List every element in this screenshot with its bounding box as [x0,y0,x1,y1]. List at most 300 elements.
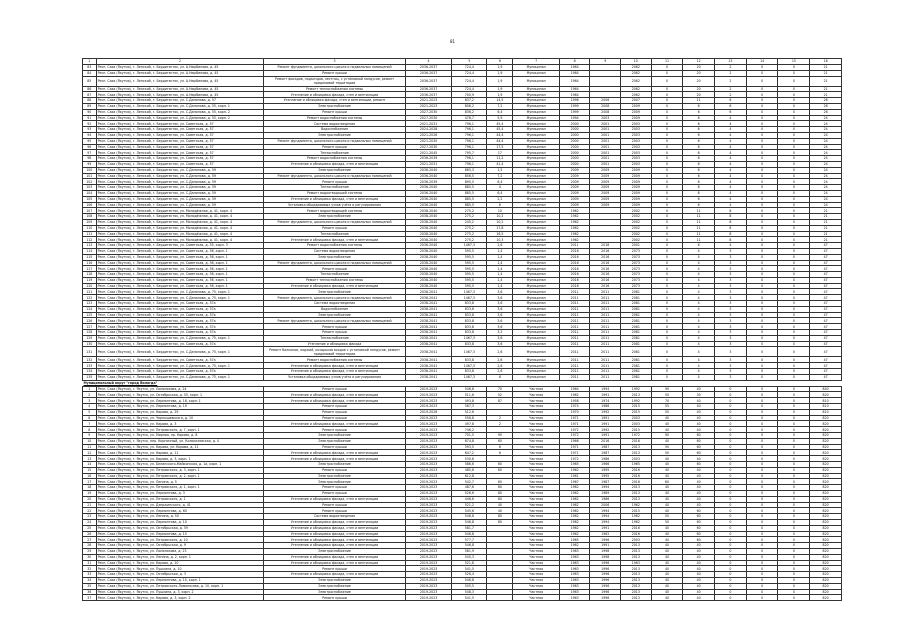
ownership-cell: Частная [513,560,559,566]
ownership-cell: Муниципал [513,156,559,162]
year-next-cell: 2016 [621,438,652,444]
col-12-cell: 6 [683,150,715,156]
address-cell: Респ. Саха (Якутия), г. Якутск, ул. Чернышевского, д. 10 [96,415,264,421]
year-next-cell: 2003 [621,421,652,427]
col-12-cell: 4 [683,266,715,272]
period-cell: 2019-2023 [405,583,451,589]
area-cell: 485,6 [452,467,487,473]
col-11-cell: 70 [651,398,683,404]
col-14-cell: 0 [746,98,778,104]
year-repair-cell: 2011 [590,295,621,301]
period-cell: 2019-2023 [405,508,451,514]
work-type-cell: Электроснабжение [264,132,406,138]
column-header: 14 [746,59,778,65]
col-16-cell: 21 [810,214,842,220]
year-next-cell: 1962 [621,519,652,525]
ownership-cell: Частная [513,450,559,456]
area-cell: 833,8 [452,312,487,318]
year-repair-cell: 1991 [590,525,621,531]
area-cell: 581,9 [452,548,487,554]
cost-cell: 6 [487,444,513,450]
col-15-cell: 0 [778,438,810,444]
col-16-cell: 47 [810,341,842,347]
year-next-cell: 2002 [621,214,652,220]
year-built-cell: 2000 [559,144,590,150]
col-13-cell: 6 [715,109,747,115]
col-14-cell: 0 [746,450,778,456]
year-built-cell: 2009 [559,202,590,208]
col-13-cell: 4 [715,121,747,127]
year-next-cell: 2073 [621,260,652,266]
col-16-cell: 47 [810,318,842,324]
year-next-cell: 1962 [621,514,652,520]
row-number-cell: 105 [83,196,97,202]
col-16-cell: 21 [810,70,842,76]
column-header: 5 [452,59,487,65]
col-14-cell: 0 [746,409,778,415]
year-built-cell: 2011 [559,357,590,363]
address-cell: Респ. Саха (Якутия), г. Ленский, г. Бердигестях, ул. С.Данилова, д. 55, корп. 2 [96,115,264,121]
row-number-cell: 25 [83,525,97,531]
table-row [83,347,842,357]
year-built-cell: 1962 [559,514,590,520]
col-12-cell: 60 [683,462,715,468]
col-14-cell: 0 [746,115,778,121]
col-11-cell: 0 [651,185,683,191]
ownership-cell: Муниципал [513,260,559,266]
col-14-cell: 0 [746,398,778,404]
col-12-cell: 40 [683,490,715,496]
year-built-cell: 1962 [559,490,590,496]
area-cell: 1467,3 [452,347,487,357]
year-repair-cell [590,76,621,86]
period-cell: 2019-2023 [405,548,451,554]
area-cell: 833,8 [452,330,487,336]
year-built-cell: 2011 [559,312,590,318]
work-type-cell: Утепление и облицовка фасада, стен и вентиляции [264,92,406,98]
col-16-cell: 24 [810,138,842,144]
col-16-cell: 24 [810,156,842,162]
col-11-cell: 0 [651,225,683,231]
row-number-cell: 21 [83,502,97,508]
ownership-cell: Муниципал [513,98,559,104]
col-12-cell: 40 [683,566,715,572]
ownership-cell: Муниципал [513,289,559,295]
year-next-cell: 2013 [621,450,652,456]
row-number-cell: 119 [83,277,97,283]
work-type-cell: Ремонт крыши [264,409,406,415]
col-14-cell: 0 [746,537,778,543]
col-13-cell: 4 [715,150,747,156]
work-type-cell: Ремонт крыши [264,502,406,508]
col-12-cell: 20 [683,65,715,71]
col-14-cell: 0 [746,467,778,473]
col-14-cell: 0 [746,144,778,150]
period-cell: 2019-2023 [405,502,451,508]
col-15-cell: 0 [778,554,810,560]
area-cell: 724,4 [452,86,487,92]
year-built-cell: 2000 [559,161,590,167]
col-12-cell: 4 [683,306,715,312]
col-14-cell: 0 [746,479,778,485]
cost-cell: 1,4 [487,272,513,278]
col-13-cell: 4 [715,185,747,191]
period-cell: 2038-2041 [405,330,451,336]
col-12-cell: 4 [683,369,715,375]
year-repair-cell: 2006 [590,502,621,508]
col-13-cell: 4 [715,190,747,196]
col-15-cell: 0 [778,374,810,380]
col-11-cell: 0 [651,363,683,369]
year-repair-cell: 2011 [590,335,621,341]
period-cell: 2019-2023 [405,433,451,439]
row-number-cell: 26 [83,531,97,537]
address-cell: Респ. Саха (Якутия), г. Якутск, ул. Петровского-Ломоносова, д. 10, корп. 1 [96,583,264,589]
area-cell: 526,6 [452,490,487,496]
work-type-cell: Электроснабжение [264,479,406,485]
col-14-cell: 0 [746,589,778,595]
col-11-cell: 0 [651,312,683,318]
year-built-cell: 2000 [559,132,590,138]
col-11-cell: 40 [651,415,683,421]
year-next-cell: 2003 [621,144,652,150]
year-next-cell: 2013 [621,444,652,450]
year-repair-cell: 2009 [590,167,621,173]
col-11-cell: 40 [651,566,683,572]
col-13-cell: 3 [715,374,747,380]
col-13-cell: 3 [715,330,747,336]
work-type-cell: Утепление и облицовка фасада, стен и вентиляции, ремонт [264,98,406,104]
period-cell: 2036-2037 [405,76,451,86]
work-type-cell: Ремонт теплоснабжения системы [264,86,406,92]
year-repair-cell: 2011 [590,318,621,324]
year-built-cell: 1963 [559,589,590,595]
year-repair-cell: 2018 [590,243,621,249]
col-13-cell: 2 [715,70,747,76]
year-next-cell: 2081 [621,301,652,307]
year-built-cell: 2016 [559,254,590,260]
period-cell: 2038-2040 [405,248,451,254]
ownership-cell: Частная [513,572,559,578]
col-16-cell: 26 [810,103,842,109]
column-header: 3 [264,59,406,65]
work-type-cell: Электроснабжение [264,438,406,444]
col-11-cell: 0 [651,98,683,104]
row-number-cell: 98 [83,156,97,162]
year-repair-cell: 2001 [590,138,621,144]
row-number-cell: 27 [83,537,97,543]
col-13-cell: 8 [715,214,747,220]
col-16-cell: 21 [810,76,842,86]
col-16-cell: 21 [810,208,842,214]
period-cell: 2019-2023 [405,444,451,450]
address-cell: Респ. Саха (Якутия), г. Ленский, г. Бердигестях, ул. С.Данилова, д. 59 [96,173,264,179]
ownership-cell: Муниципал [513,76,559,86]
year-next-cell: 2002 [621,219,652,225]
year-next-cell: 2081 [621,347,652,357]
col-11-cell: 0 [651,156,683,162]
col-16-cell: 820 [810,502,842,508]
address-cell: Респ. Саха (Якутия), г. Ленский, г. Бердигестях, ул. С.Данилова, д. 55, корп. 2 [96,109,264,115]
year-repair-cell: 2011 [590,357,621,363]
period-cell: 2038-2041 [405,341,451,347]
col-11-cell: 55 [651,404,683,410]
year-next-cell: 2009 [621,109,652,115]
period-cell: 2019-2023 [405,427,451,433]
col-12-cell: 6 [683,167,715,173]
col-12-cell: 6 [683,179,715,185]
year-built-cell: 2009 [559,190,590,196]
address-cell: Респ. Саха (Якутия), г. Ленский, г. Бердигестях, ул. Молодёжная, д. 41, корп. 4 [96,214,264,220]
col-11-cell: 0 [651,92,683,98]
period-cell: 2021-2031 [405,161,451,167]
row-number-cell: 122 [83,295,97,301]
work-type-cell: Утепление и облицовка фасада, стен и вентиляции [264,398,406,404]
year-repair-cell: 2011 [590,289,621,295]
area-cell: 545,6 [452,508,487,514]
period-cell: 2038-2040 [405,260,451,266]
period-cell: 2038-2040 [405,272,451,278]
row-number-cell: 100 [83,167,97,173]
period-cell: 2036-2037 [405,65,451,71]
col-16-cell: 820 [810,473,842,479]
col-14-cell: 0 [746,167,778,173]
work-type-cell: Ремонт крыши [264,485,406,491]
cost-cell: 2,6 [487,347,513,357]
ownership-cell: Муниципал [513,202,559,208]
year-repair-cell: 2001 [590,132,621,138]
col-11-cell: 40 [651,554,683,560]
work-type-cell: Утепление и облицовка фасада, стен и вентиляции [264,572,406,578]
row-number-cell: 89 [83,103,97,109]
col-15-cell: 0 [778,473,810,479]
col-13-cell: 0 [715,485,747,491]
col-12-cell: 6 [683,185,715,191]
address-cell: Респ. Саха (Якутия), г. Ленский, г. Бердигестях, ул. А.Нюрбинова, д. 45 [96,65,264,71]
col-15-cell: 0 [778,248,810,254]
col-13-cell: 0 [715,421,747,427]
row-number-cell: 131 [83,347,97,357]
row-number-cell: 128 [83,330,97,336]
cost-cell: 1,4 [487,283,513,289]
address-cell: Респ. Саха (Якутия), г. Якутск, ул. Петровского, д. 1 [96,496,264,502]
address-cell: Респ. Саха (Якутия), г. Якутск, ул. Пушкина, д. 10 [96,566,264,572]
cost-cell: 80 [487,519,513,525]
ownership-cell: Муниципал [513,225,559,231]
col-12-cell: 40 [683,404,715,410]
cost-cell: 17 [487,150,513,156]
area-cell: 476,7 [452,115,487,121]
ownership-cell: Муниципал [513,277,559,283]
year-built-cell: 1996 [559,98,590,104]
row-number-cell: 83 [83,65,97,71]
col-16-cell: 820 [810,490,842,496]
year-built-cell: 2009 [559,173,590,179]
col-13-cell: 0 [715,467,747,473]
year-built-cell: 1962 [559,519,590,525]
col-13-cell: 4 [715,132,747,138]
year-built-cell: 1966 [559,438,590,444]
address-cell: Респ. Саха (Якутия), г. Ленский, г. Бердигестях, ул. Молодёжная, д. 41, корп. 4 [96,237,264,243]
col-14-cell: 0 [746,335,778,341]
col-14-cell: 0 [746,121,778,127]
col-13-cell: 3 [715,312,747,318]
col-15-cell: 0 [778,386,810,392]
col-11-cell: 0 [651,248,683,254]
col-13-cell: 8 [715,219,747,225]
year-next-cell: 2081 [621,369,652,375]
year-next-cell: 1965 [621,462,652,468]
address-cell: Респ. Саха (Якутия), г. Якутск, ул. Петровского, д. 2, корп. 1 [96,473,264,479]
address-cell: Респ. Саха (Якутия), г. Ленский, г. Бердигестях, ул. А.Нюрбинова, д. 45 [96,92,264,98]
ownership-cell: Муниципал [513,173,559,179]
year-next-cell: 2003 [621,121,652,127]
year-repair-cell: 1986 [590,456,621,462]
row-number-cell: 19 [83,490,97,496]
col-16-cell: 820 [810,508,842,514]
area-cell: 833,8 [452,357,487,363]
col-16-cell: 820 [810,537,842,543]
address-cell: Респ. Саха (Якутия), г. Якутск, ул. Ленина, д. 50 [96,514,264,520]
col-14-cell: 0 [746,363,778,369]
col-16-cell: 21 [810,225,842,231]
col-14-cell: 0 [746,132,778,138]
work-type-cell: Утепление и облицовка фасада, стен и вентиляции [264,237,406,243]
year-built-cell: 1962 [559,214,590,220]
col-15-cell: 0 [778,404,810,410]
col-11-cell: 0 [651,289,683,295]
col-15-cell: 0 [778,409,810,415]
col-14-cell: 0 [746,572,778,578]
col-13-cell: 4 [715,243,747,249]
cost-cell: 7,2 [487,103,513,109]
year-next-cell: 2073 [621,277,652,283]
address-cell: Респ. Саха (Якутия), г. Якутск, ул. Петровского, д. 10 [96,537,264,543]
col-16-cell: 820 [810,462,842,468]
col-14-cell: 0 [746,485,778,491]
col-13-cell: 3 [715,295,747,301]
year-repair-cell: 2011 [590,301,621,307]
address-cell: Респ. Саха (Якутия), г. Ленский, г. Бердигестях, ул. Советская, д. 57 [96,161,264,167]
col-14-cell: 0 [746,392,778,398]
col-15-cell: 0 [778,138,810,144]
col-11-cell: 0 [651,237,683,243]
ownership-cell: Муниципал [513,190,559,196]
ownership-cell: Муниципал [513,138,559,144]
cost-cell: 1,9 [487,76,513,86]
year-built-cell: 1971 [559,444,590,450]
ownership-cell: Муниципал [513,121,559,127]
ownership-cell: Частная [513,398,559,404]
row-number-cell: 10 [83,438,97,444]
year-built-cell: 2011 [559,363,590,369]
area-cell: 746,2 [452,427,487,433]
area-cell: 836,2 [452,109,487,115]
col-16-cell: 820 [810,433,842,439]
year-built-cell: 2000 [559,156,590,162]
col-13-cell: 4 [715,161,747,167]
area-cell: 546,8 [452,577,487,583]
cost-cell: 60 [487,479,513,485]
work-type-cell: Ремонт фундамента, цокольного цоколя и подвальных помещений [264,260,406,266]
year-next-cell: 1992 [621,398,652,404]
address-cell: Респ. Саха (Якутия), г. Якутск, ул. Кирова, д. 10 [96,560,264,566]
row-number-cell: 7 [83,421,97,427]
period-cell: 2019-2023 [405,589,451,595]
ownership-cell: Муниципал [513,70,559,76]
year-next-cell: 2003 [621,150,652,156]
col-13-cell: 0 [715,427,747,433]
address-cell: Респ. Саха (Якутия), г. Якутск, ул. Дзержинского, д. 41 [96,502,264,508]
year-repair-cell: 1982 [590,531,621,537]
col-15-cell: 0 [778,254,810,260]
ownership-cell: Частная [513,490,559,496]
work-type-cell: Теплоснабжение [264,272,406,278]
col-16-cell: 820 [810,427,842,433]
col-13-cell: 3 [715,272,747,278]
col-13-cell: 3 [715,369,747,375]
col-16-cell: 820 [810,548,842,554]
row-number-cell: 30 [83,554,97,560]
work-type-cell: Ремонт фасадов, подъездов, лестниц, с установкой пандусов, ремонт придомовой территории [264,76,406,86]
period-cell: 2036-2040 [405,167,451,173]
col-13-cell: 4 [715,115,747,121]
year-next-cell: 2002 [621,208,652,214]
row-number-cell: 18 [83,485,97,491]
period-cell: 2038-2040 [405,277,451,283]
col-14-cell: 0 [746,225,778,231]
column-header: 7 [513,59,559,65]
col-14-cell: 0 [746,519,778,525]
col-14-cell: 0 [746,502,778,508]
ownership-cell: Частная [513,444,559,450]
col-13-cell: 2 [715,92,747,98]
col-13-cell: 3 [715,289,747,295]
col-11-cell: 40 [651,427,683,433]
year-repair-cell: 1994 [590,519,621,525]
col-16-cell: 47 [810,266,842,272]
col-15-cell: 0 [778,214,810,220]
col-11-cell: 0 [651,254,683,260]
address-cell: Респ. Саха (Якутия), г. Якутск, ул. Лермонтова, д. 60 [96,508,264,514]
col-16-cell: 24 [810,115,842,121]
cost-cell: 1,4 [487,277,513,283]
cost-cell: 44,4 [487,138,513,144]
cost-cell: 1,4 [487,254,513,260]
col-16-cell: 820 [810,525,842,531]
col-11-cell: 40 [651,583,683,589]
cost-cell: 3,6 [487,295,513,301]
row-number-cell: 121 [83,289,97,295]
address-cell: Респ. Саха (Якутия), г. Ленский, г. Бердигестях, ул. С.Данилова, д. 59 [96,196,264,202]
area-cell: 724,4 [452,76,487,86]
year-repair-cell: 1987 [590,444,621,450]
work-type-cell: Ремонт балконов, лоджий, козырьков входов с установкой пандусов, ремонт придомовой территории [264,347,406,357]
year-built-cell: 2016 [559,277,590,283]
row-number-cell: 96 [83,144,97,150]
year-repair-cell: 1996 [590,589,621,595]
col-15-cell: 0 [778,479,810,485]
col-12-cell: 4 [683,277,715,283]
cost-cell: 17,5 [487,144,513,150]
year-repair-cell: 1996 [590,537,621,543]
row-number-cell: 94 [83,132,97,138]
col-11-cell: 40 [651,560,683,566]
work-type-cell: Утепление и облицовка фасада, стен и вентиляции [264,196,406,202]
period-cell: 2038-2040 [405,266,451,272]
row-number-cell: 106 [83,202,97,208]
area-cell: 548,3 [452,589,487,595]
